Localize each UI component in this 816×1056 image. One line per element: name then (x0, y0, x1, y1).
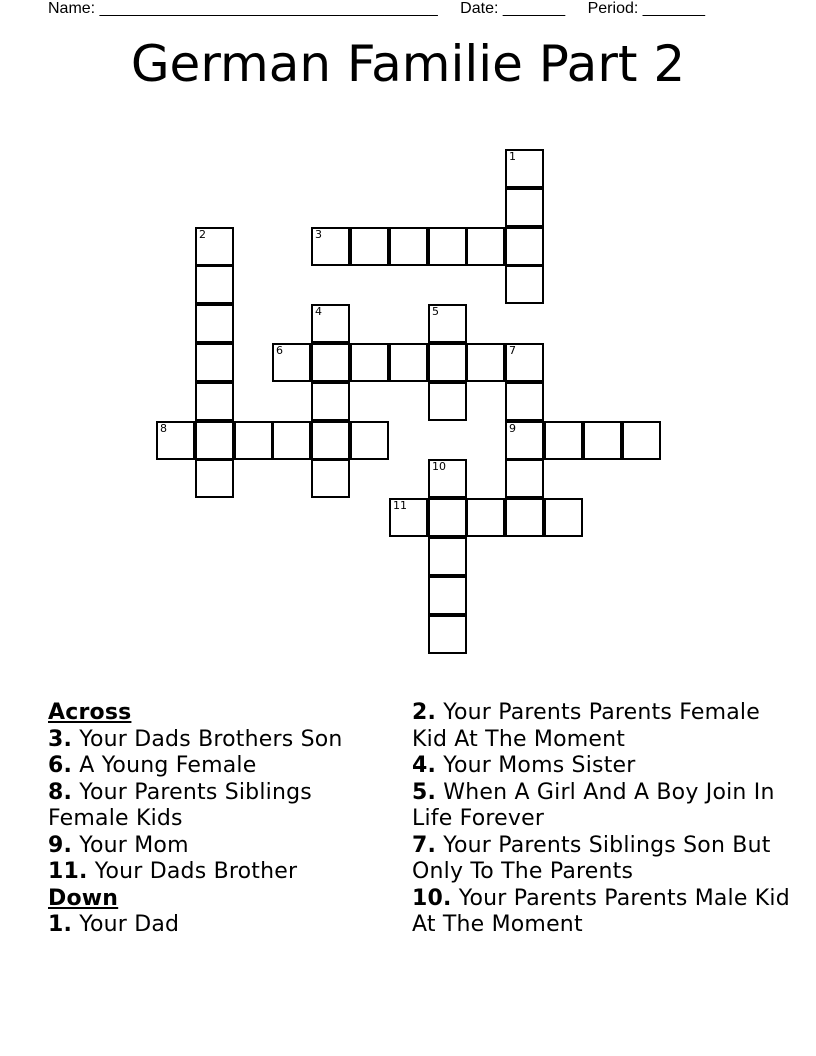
clue-number: 5. (412, 779, 437, 805)
grid-cell-5[interactable] (428, 304, 467, 343)
grid-cell[interactable] (505, 265, 544, 304)
grid-cell-4[interactable] (311, 304, 350, 343)
cell-number: 1 (509, 150, 516, 163)
clue-number: 11. (48, 859, 88, 884)
clue-number: 4. (412, 753, 437, 778)
grid-cell[interactable] (195, 304, 234, 343)
clue-across-6 (48, 753, 398, 780)
grid-cell-9[interactable] (505, 421, 544, 460)
across-heading: Across (48, 700, 132, 725)
clue-text: Your Dads Brother (87, 859, 298, 884)
grid-cell[interactable] (350, 227, 389, 266)
clue-across-11 (48, 859, 398, 886)
cell-number: 6 (276, 344, 283, 357)
grid-cell[interactable] (428, 615, 467, 654)
clue-down-1 (48, 912, 398, 939)
page-title: German Familie Part 2 (130, 35, 686, 93)
cell-number: 9 (509, 422, 516, 435)
grid-cell-8[interactable] (156, 421, 195, 460)
clue-down-10 (412, 886, 792, 939)
clue-down-4 (412, 753, 792, 780)
grid-cell[interactable] (544, 421, 583, 460)
grid-cell[interactable] (311, 343, 350, 382)
grid-cell[interactable] (272, 421, 311, 460)
grid-cell[interactable] (428, 343, 467, 382)
grid-cell[interactable] (195, 343, 234, 382)
clue-down-2 (412, 700, 792, 753)
grid-cell[interactable] (428, 227, 467, 266)
grid-cell-1[interactable] (505, 149, 544, 188)
grid-cell[interactable] (428, 498, 467, 537)
grid-cell[interactable] (311, 459, 350, 498)
clues-column-right (412, 700, 792, 939)
cell-number: 4 (315, 305, 322, 318)
grid-cell[interactable] (311, 382, 350, 421)
grid-cell[interactable] (195, 265, 234, 304)
clue-text: Your Dad (72, 912, 180, 937)
clue-text: Your Parents Parents Male Kid At The Moment (412, 885, 790, 937)
name-field-label[interactable]: Name: ______________________________________ (48, 0, 438, 17)
period-field-label[interactable]: Period: _______ (587, 0, 706, 17)
clue-number: 1. (48, 912, 73, 937)
grid-cell[interactable] (311, 421, 350, 460)
grid-cell[interactable] (505, 188, 544, 227)
grid-cell[interactable] (466, 343, 505, 382)
grid-cell[interactable] (505, 498, 544, 537)
grid-cell-2[interactable] (195, 227, 234, 266)
grid-cell[interactable] (350, 421, 389, 460)
grid-cell[interactable] (428, 382, 467, 421)
clue-text: Your Dads Brothers Son (72, 726, 343, 752)
cell-number: 5 (432, 305, 439, 318)
cell-number: 11 (393, 499, 407, 512)
grid-cell-10[interactable] (428, 459, 467, 498)
grid-cell[interactable] (195, 421, 234, 460)
clue-text: Your Moms Sister (436, 753, 636, 778)
date-field-label[interactable]: Date: _______ (460, 0, 566, 17)
grid-cell[interactable] (195, 459, 234, 498)
down-heading: Down (48, 885, 119, 911)
grid-cell[interactable] (389, 227, 428, 266)
grid-cell[interactable] (544, 498, 583, 537)
grid-cell[interactable] (466, 498, 505, 537)
grid-cell[interactable] (505, 382, 544, 421)
grid-cell-6[interactable] (272, 343, 311, 382)
clue-across-8 (48, 780, 398, 833)
grid-cell[interactable] (195, 382, 234, 421)
grid-cell[interactable] (428, 576, 467, 615)
grid-cell[interactable] (505, 227, 544, 266)
grid-cell-7[interactable] (505, 343, 544, 382)
clue-down-7 (412, 833, 792, 886)
cell-number: 3 (315, 228, 322, 241)
clue-text: When A Girl And A Boy Join In Life Forever (412, 779, 775, 831)
clue-text: Your Parents Parents Female Kid At The Moment (412, 700, 760, 752)
clue-text: Your Parents Siblings Son But Only To The Parents (412, 832, 771, 884)
clue-down-5 (412, 780, 792, 833)
grid-cell[interactable] (389, 343, 428, 382)
clue-number: 6. (48, 753, 73, 778)
grid-cell[interactable] (350, 343, 389, 382)
clue-number: 8. (48, 779, 73, 805)
grid-cell-11[interactable] (389, 498, 428, 537)
cell-number: 8 (160, 422, 167, 435)
grid-cell[interactable] (234, 421, 273, 460)
clue-text: A Young Female (72, 753, 257, 778)
grid-cell[interactable] (622, 421, 661, 460)
grid-cell-3[interactable] (311, 227, 350, 266)
clue-number: 2. (412, 700, 437, 725)
clue-number: 9. (48, 832, 73, 858)
grid-cell[interactable] (583, 421, 622, 460)
grid-cell[interactable] (428, 537, 467, 576)
grid-cell[interactable] (505, 459, 544, 498)
clue-number: 3. (48, 726, 73, 752)
clue-number: 7. (412, 832, 437, 858)
clues-column-left (48, 700, 398, 939)
clue-text: Your Parents Siblings Female Kids (48, 779, 312, 831)
clue-number: 10. (412, 885, 452, 911)
clue-across-9 (48, 833, 398, 860)
clue-across-3 (48, 727, 398, 754)
clue-text: Your Mom (72, 832, 189, 858)
cell-number: 10 (432, 460, 446, 473)
header-fields (48, 0, 788, 20)
cell-number: 7 (509, 344, 516, 357)
cell-number: 2 (199, 228, 206, 241)
grid-cell[interactable] (466, 227, 505, 266)
